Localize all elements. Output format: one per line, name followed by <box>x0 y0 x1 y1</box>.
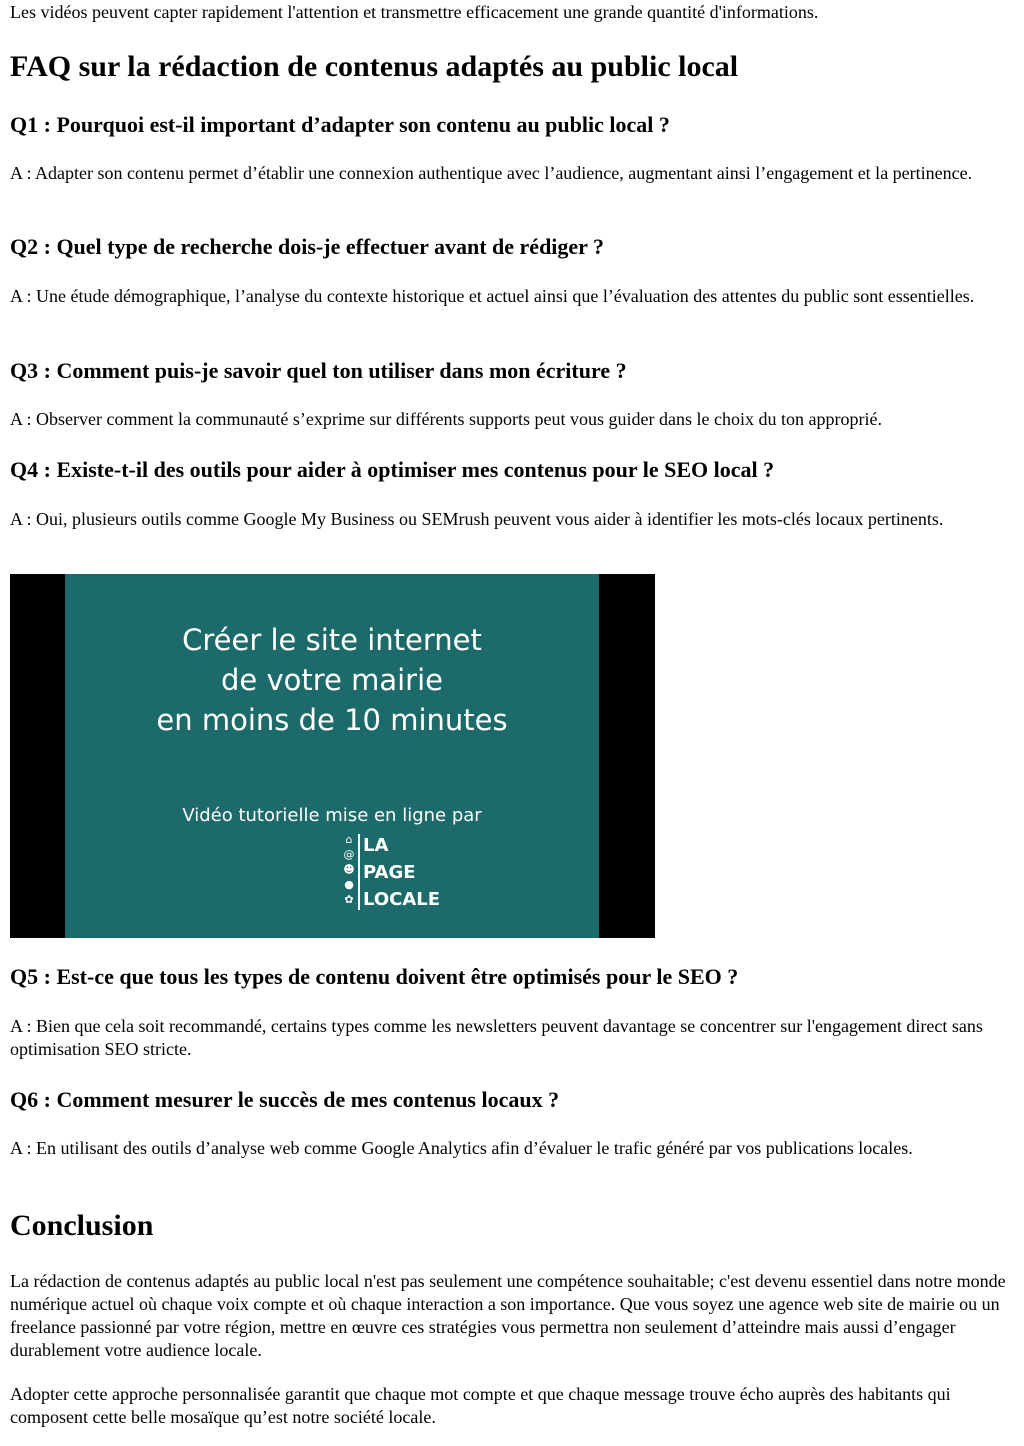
video-title: Créer le site internet de votre mairie en moins de 10 minutes <box>156 623 508 737</box>
faq-question-4: Q4 : Existe-t-il des outils pour aider à optimiser mes contenus pour le SEO local ? <box>10 457 775 482</box>
intro-paragraph: Les vidéos peuvent capter rapidement l'attention et transmettre efficacement une grande quantité d'informations. <box>10 2 819 22</box>
faq-answer-4: A : Oui, plusieurs outils comme Google My Business ou SEMrush peuvent vous aider à identifier les mots-clés locaux pertinents. <box>10 509 944 529</box>
logo-line-2: PAGE <box>363 862 416 883</box>
logo-wordmark <box>363 832 440 913</box>
faq-question-1: Q1 : Pourquoi est-il important d’adapter son contenu au public local ? <box>10 112 670 137</box>
conclusion-paragraph-2: Adopter cette approche personnalisée garantit que chaque mot compte et que chaque message trouve écho auprès des habitants qui composent cette belle mosaïque qu’est notre société locale. <box>10 1384 951 1427</box>
faq-question-2: Q2 : Quel type de recherche dois-je effectuer avant de rédiger ? <box>10 234 605 259</box>
logo-line-3: LOCALE <box>363 889 441 910</box>
video-thumbnail <box>65 574 599 938</box>
logo-icons <box>342 832 356 910</box>
logo-info-icon: ● <box>344 878 354 891</box>
faq-question-5: Q5 : Est-ce que tous les types de contenu doivent être optimisés pour le SEO ? <box>10 964 739 989</box>
logo-at-icon: @ <box>343 848 355 861</box>
conclusion-paragraph-1: La rédaction de contenus adaptés au public local n'est pas seulement une compétence souhaitable; c'est devenu essentiel dans notre monde numérique actuel où chaque voix compte et où chaque interaction a son importance. Que vous soyez une agence web site de mairie ou un freelance passionné par votre région, mettre en œuvre ces stratégies vous permettra non seulement d’atteindre mais aussi d’engager durablement votre audience locale. <box>10 1271 1006 1360</box>
faq-question-3: Q3 : Comment puis-je savoir quel ton utiliser dans mon écriture ? <box>10 358 627 383</box>
faq-answer-2: A : Une étude démographique, l’analyse du contexte historique et actuel ainsi que l’évaluation des attentes du public sont essentielles. <box>10 286 975 306</box>
logo-flower-icon: ✿ <box>344 893 354 906</box>
video-player[interactable] <box>10 574 655 938</box>
faq-question-6: Q6 : Comment mesurer le succès de mes contenus locaux ? <box>10 1087 560 1112</box>
faq-answer-6: A : En utilisant des outils d’analyse web comme Google Analytics afin d’évaluer le trafic généré par vos publications locales. <box>10 1138 913 1158</box>
faq-answer-1: A : Adapter son contenu permet d’établir une connexion authentique avec l’audience, augmentant ainsi l’engagement et la pertinence. <box>10 163 973 183</box>
faq-heading: FAQ sur la rédaction de contenus adaptés au public local <box>10 50 739 83</box>
la-page-locale-logo <box>342 832 452 912</box>
conclusion-heading: Conclusion <box>10 1209 154 1242</box>
video-subtitle: Vidéo tutorielle mise en ligne par <box>182 805 482 826</box>
logo-person-icon: ☻ <box>343 863 355 876</box>
faq-answer-5: A : Bien que cela soit recommandé, certains types comme les newsletters peuvent davantage se concentrer sur l'engagement direct sans optimisation SEO stricte. <box>10 1016 983 1059</box>
faq-answer-3: A : Observer comment la communauté s’exprime sur différents supports peut vous guider dans le choix du ton approprié. <box>10 409 882 429</box>
logo-house-icon: ⌂ <box>345 833 353 846</box>
logo-divider <box>358 834 360 910</box>
logo-line-1: LA <box>363 835 389 856</box>
